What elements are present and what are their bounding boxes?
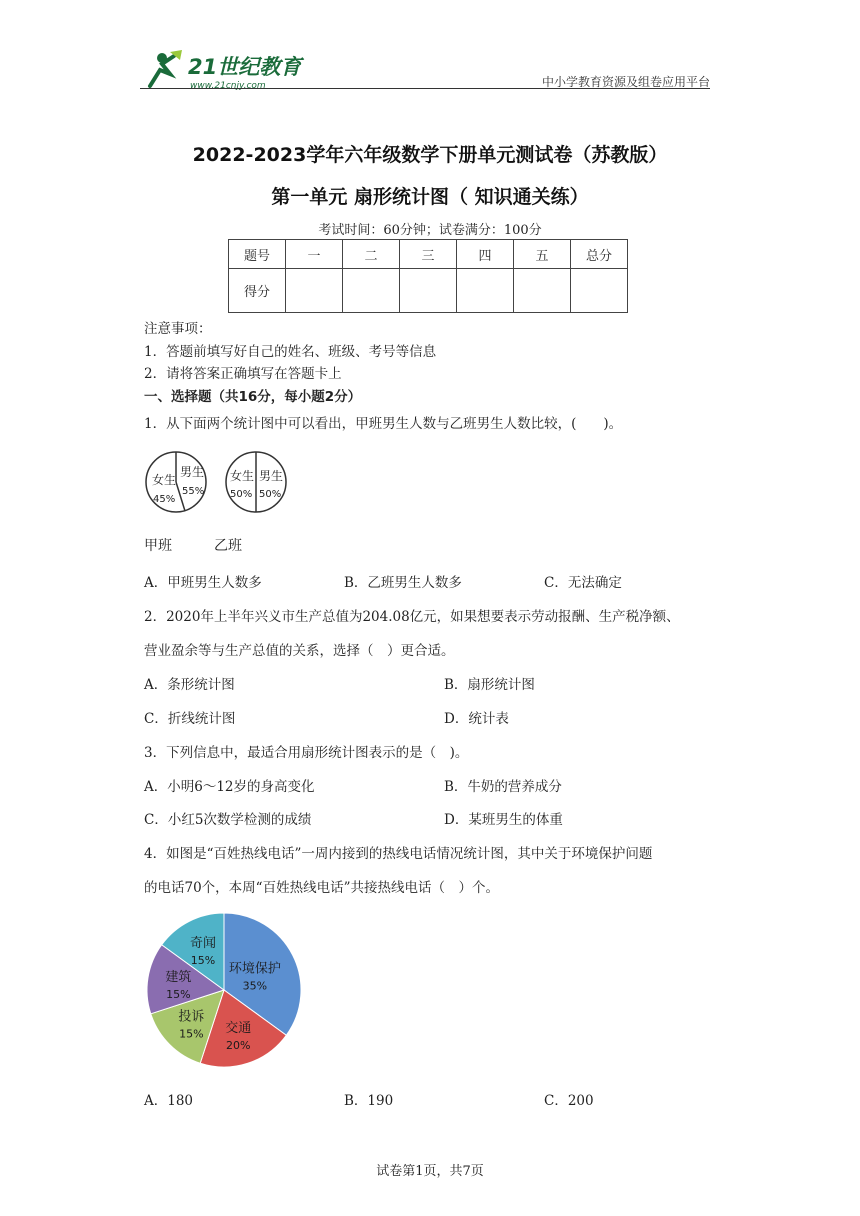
score-input-cell[interactable] [343,269,400,313]
pie-b-male-label: 男生 [259,469,284,483]
score-input-cell[interactable] [571,269,628,313]
score-table-cell: 总分 [571,240,628,269]
question-2-text: 2．2020年上半年兴义市生产总值为204.08亿元，如果想要表示劳动报酬、生产税净额、 [144,609,680,625]
pie-b-caption: 乙班 [214,538,242,554]
logo-text: 21世纪教育 [188,55,302,79]
pie-a-caption: 甲班 [144,538,172,554]
pie-slice-percent: 20% [226,1038,251,1052]
q3-option-b[interactable]: B．牛奶的营养成分 [444,779,562,795]
q2-option-c[interactable]: C．折线统计图 [144,711,236,727]
pie-a-female-pct: 45% [153,494,176,505]
score-input-cell[interactable] [457,269,514,313]
score-table [228,239,628,313]
hotline-pie-chart [144,908,306,1072]
exam-info: 考试时间：60分钟；试卷满分：100分 [318,223,542,238]
score-table-score-row [229,269,628,313]
score-input-cell[interactable] [286,269,343,313]
score-table-cell: 四 [457,240,514,269]
pie-slice-label: 奇闻 [190,935,217,951]
score-table-header-row [229,240,628,269]
exam-subtitle: 第一单元 扇形统计图（ 知识通关练） [271,186,589,208]
pie-slice-label: 投诉 [178,1009,205,1025]
question-2-text-cont: 营业盈余等与生产总值的关系，选择（ ）更合适。 [144,643,455,659]
q3-option-c[interactable]: C．小红5次数学检测的成绩 [144,812,312,828]
pie-slice-label: 建筑 [165,969,192,985]
q1-option-c[interactable]: C．无法确定 [544,575,622,591]
pie-slice-percent: 15% [190,953,216,967]
pie-a-male-label: 男生 [180,465,205,479]
exam-title: 2022-2023学年六年级数学下册单元测试卷（苏教版） [192,144,668,166]
question-3-text: 3．下列信息中，最适合用扇形统计图表示的是（ )。 [144,745,469,761]
pie-b-male-pct: 50% [259,489,282,500]
score-table-cell: 一 [286,240,343,269]
platform-name: 中小学教育资源及组卷应用平台 [541,75,710,89]
question-4-text-cont: 的电话70个，本周“百姓热线电话”共接热线电话（ ）个。 [144,880,499,896]
score-table-cell: 得分 [229,269,286,313]
pie-slice-label: 交通 [225,1020,252,1036]
q4-option-c[interactable]: C．200 [544,1093,594,1109]
pie-slice-percent: 15% [166,987,191,1001]
q1-option-b[interactable]: B．乙班男生人数多 [344,575,462,591]
q2-option-d[interactable]: D．统计表 [444,711,509,727]
score-input-cell[interactable] [400,269,457,313]
section-heading: 一、选择题（共16分，每小题2分） [144,389,362,405]
pie-a [146,452,206,512]
q4-option-b[interactable]: B．190 [344,1093,394,1109]
note-item: 1．答题前填写好自己的姓名、班级、考号等信息 [144,344,437,360]
logo-url: www.21cnjy.com [190,81,266,91]
notes-heading: 注意事项： [144,321,212,337]
score-table-cell: 题号 [229,240,286,269]
q4-option-a[interactable]: A．180 [144,1093,194,1109]
page-footer: 试卷第1页，共7页 [376,1164,484,1179]
q1-pie-charts [144,450,294,520]
pie-b-female-pct: 50% [230,489,253,500]
note-item: 2．请将答案正确填写在答题卡上 [144,366,342,382]
score-table-cell: 三 [400,240,457,269]
q1-option-a[interactable]: A．甲班男生人数多 [144,575,262,591]
pie-b-female-label: 女生 [230,469,255,483]
q2-option-b[interactable]: B．扇形统计图 [444,677,535,693]
score-table-cell: 二 [343,240,400,269]
score-input-cell[interactable] [514,269,571,313]
score-table-cell: 五 [514,240,571,269]
site-logo [140,46,310,92]
pie-slice-percent: 15% [179,1027,204,1041]
question-4-text: 4．如图是“百姓热线电话”一周内接到的热线电话情况统计图，其中关于环境保护问题 [144,846,653,862]
pie-a-male-pct: 55% [182,486,205,497]
pie-b [226,452,286,512]
q3-option-d[interactable]: D．某班男生的体重 [444,812,563,828]
q3-option-a[interactable]: A．小明6～12岁的身高变化 [144,779,315,795]
question-1-text: 1．从下面两个统计图中可以看出，甲班男生人数与乙班男生人数比较，( )。 [144,416,623,432]
q2-option-a[interactable]: A．条形统计图 [144,677,235,693]
pie-slice-label: 环境保护 [228,961,281,977]
pie-a-female-label: 女生 [152,473,177,487]
pie-slice-percent: 35% [242,979,268,993]
runner-logo-icon [150,50,182,86]
